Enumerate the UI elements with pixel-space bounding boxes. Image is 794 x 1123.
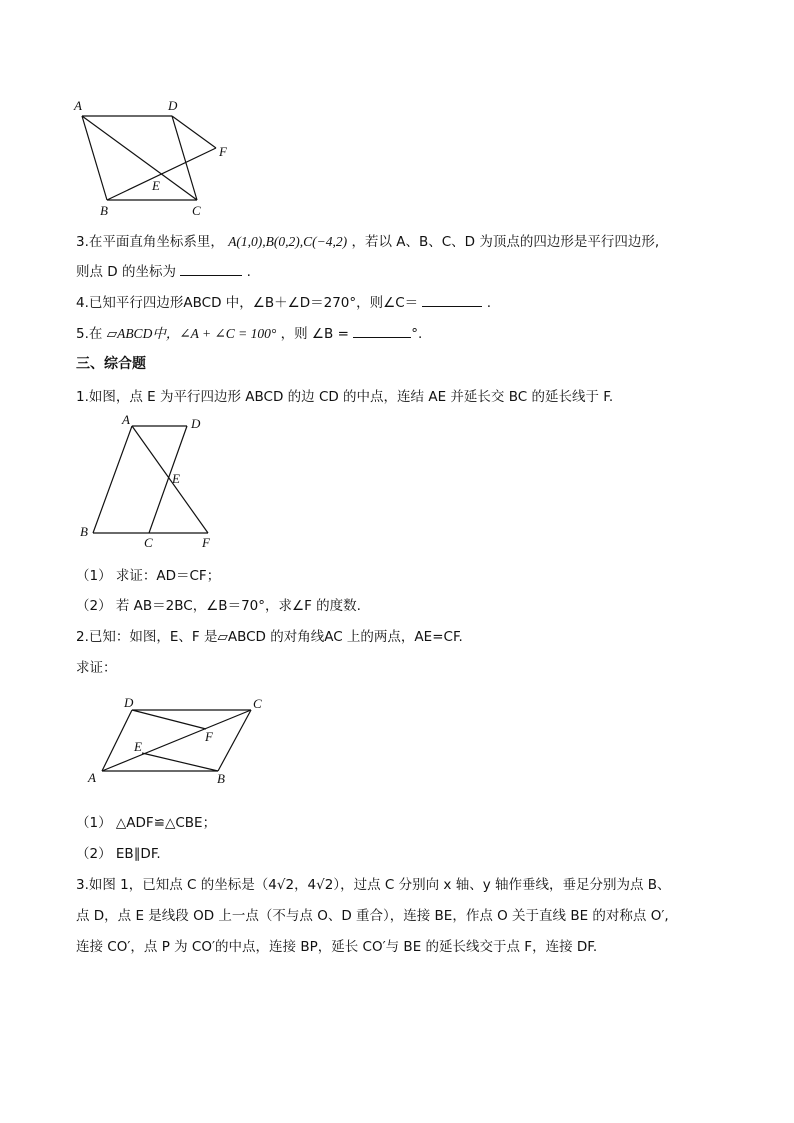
q5-end: °. [411,326,423,342]
problem-3-line-2: 点 D，点 E 是线段 OD 上一点（不与点 O、D 重合），连接 BE，作点 O 关于直线 BE 的对称点 O′, [76,908,669,924]
q3-text-1: 在平面直角坐标系里， [88,234,224,250]
q3-end: . [246,264,251,280]
q3-line-2: 则点 D 的坐标为 [76,264,176,280]
section-3-title: 三、综合题 [76,356,146,372]
p3-line-1a: 3.如图 1，已知点 C 的坐标是（4 [76,877,277,893]
problem-1-sub-2: （2） 若 AB＝2BC，∠B＝70°，求∠F 的度数. [76,598,361,614]
p3-line-1b: ，4 [294,877,317,893]
q5-pre: 5.在 [76,326,103,342]
fig2-label-E: E [172,471,180,486]
p3-sqrt-1: √2 [276,877,295,893]
fig1-label-C: C [192,203,201,218]
q3-number: 3. [76,234,89,250]
fig3-label-E: E [134,739,142,754]
q5-math: ▱ABCD中，∠A + ∠C = 100° [106,326,277,341]
fig1-label-D: D [168,98,178,113]
p3-line-1c: ），过点 C 分别向 x 轴、y 轴作垂线，垂足分别为点 B、 [333,877,671,893]
q5-answer-blank[interactable] [353,323,411,338]
fig1-label-E: E [152,178,160,193]
fig3-label-C: C [253,696,262,711]
p3-sqrt-2: √2 [316,877,334,893]
problem-3-line-1 [76,873,671,893]
figure-parallelogram-2 [76,412,226,552]
fig2-label-F: F [202,535,210,550]
fig2-label-C: C [144,535,153,550]
q5-mid: ，则 ∠B = [280,326,349,342]
question-5 [76,322,422,342]
figure-2-svg [76,412,226,552]
figure-3-svg [80,692,280,788]
question-3-line-2 [76,260,251,280]
problem-3-line-3: 连接 CO′，点 P 为 CO′的中点，连接 BP，延长 CO′与 BE 的延长线交于点 F，连接 DF. [76,939,598,955]
q3-points: A(1,0),B(0,2),C(−4,2) [228,234,348,249]
fig3-label-F: F [205,729,213,744]
fig1-label-A: A [74,98,82,113]
figure-parallelogram-1 [70,92,240,220]
fig1-label-F: F [219,144,227,159]
problem-1-stem: 1.如图，点 E 为平行四边形 ABCD 的边 CD 的中点，连结 AE 并延长交 BC 的延长线于 F. [76,389,614,405]
fig2-label-D: D [191,416,201,431]
problem-2-prove: 求证： [76,660,117,676]
q3-text-2: ，若以 A、B、C、D 为顶点的四边形是平行四边形, [351,234,660,250]
fig2-label-B: B [80,524,88,539]
figure-parallelogram-3 [80,692,280,788]
q4-text: 4.已知平行四边形ABCD 中，∠B＋∠D＝270°，则∠C＝ [76,295,419,311]
figure-1-svg [70,92,240,220]
problem-1-sub-1: （1） 求证：AD＝CF； [76,568,221,584]
problem-2-sub-1: （1） △ADF≌△CBE； [76,815,217,831]
problem-2-sub-2: （2） EB∥DF. [76,846,161,862]
fig3-label-B: B [217,771,225,786]
question-3-line-1 [76,230,659,250]
question-4 [76,291,491,311]
fig3-label-A: A [88,770,96,785]
fig1-label-B: B [100,203,108,218]
problem-2-stem: 2.已知：如图，E、F 是▱ABCD 的对角线AC 上的两点，AE=CF. [76,629,463,645]
fig3-label-D: D [124,695,134,710]
fig2-label-A: A [122,412,130,427]
q3-answer-blank[interactable] [180,261,242,276]
q4-end: . [486,295,492,311]
q4-answer-blank[interactable] [422,292,482,307]
